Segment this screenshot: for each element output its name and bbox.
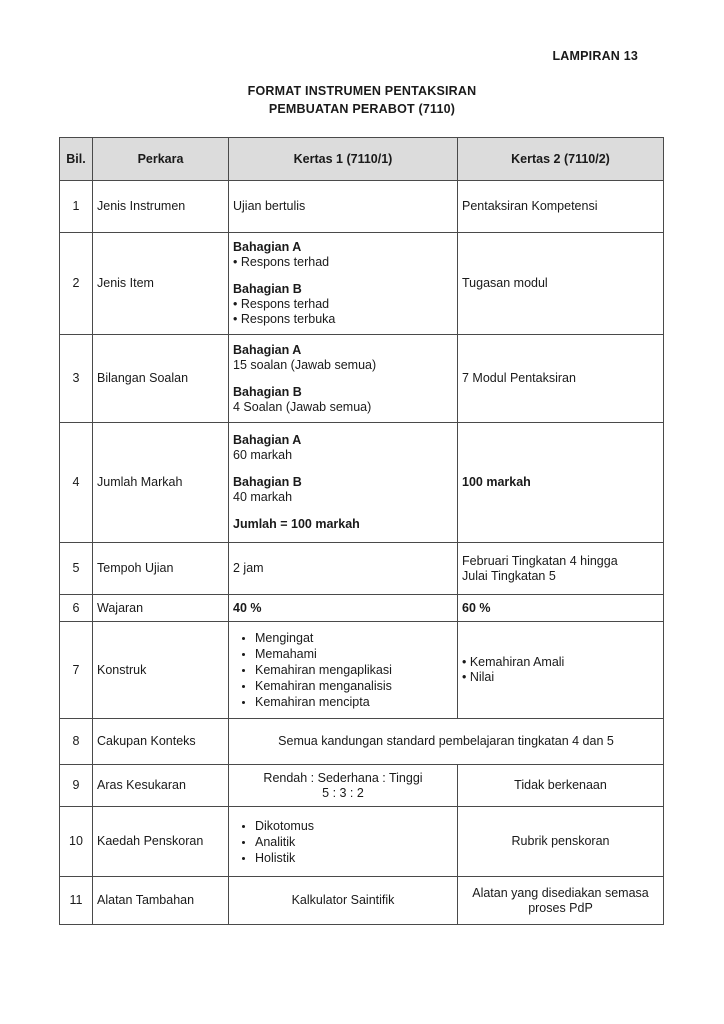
section-a-heading: Bahagian A [233, 433, 302, 447]
row-number: 8 [60, 719, 93, 765]
row-number: 9 [60, 765, 93, 807]
row-merged-content: Semua kandungan standard pembelajaran tingkatan 4 dan 5 [229, 719, 664, 765]
list-item: • Mengingat [255, 630, 453, 646]
list-item: • Dikotomus [255, 818, 453, 834]
table-row [60, 595, 664, 622]
table-header-row [60, 138, 664, 181]
appendix-label: LAMPIRAN 13 [552, 49, 638, 63]
row-kertas1: 2 jam [229, 543, 458, 595]
row-kertas1 [229, 622, 458, 719]
total-marks: Jumlah = 100 markah [233, 517, 360, 531]
section-b-item: 40 markah [233, 490, 293, 504]
row-number: 1 [60, 181, 93, 233]
row-perkara: Jenis Instrumen [93, 181, 229, 233]
header-bil: Bil. [60, 138, 93, 181]
table-row [60, 335, 664, 423]
row-number: 3 [60, 335, 93, 423]
row-kertas1: Ujian bertulis [229, 181, 458, 233]
row-kertas1 [229, 807, 458, 877]
table-row [60, 765, 664, 807]
row-number: 4 [60, 423, 93, 543]
tools-line: proses PdP [528, 900, 593, 915]
construct-item: • Nilai [462, 670, 495, 684]
row-number: 7 [60, 622, 93, 719]
section-b-item: 4 Soalan (Jawab semua) [233, 399, 372, 414]
section-a-item: 15 soalan (Jawab semua) [233, 357, 377, 372]
section-b-heading: Bahagian B [233, 475, 302, 489]
row-kertas2: Tidak berkenaan [458, 765, 664, 807]
table-row [60, 423, 664, 543]
scoring-method-list [233, 818, 453, 866]
table-row [60, 622, 664, 719]
construct-list [233, 630, 453, 710]
list-item: • Kemahiran mengaplikasi [255, 662, 453, 678]
section-a-heading: Bahagian A [233, 240, 302, 254]
tools-line: Alatan yang disediakan semasa [472, 885, 649, 900]
table-row [60, 807, 664, 877]
row-perkara: Jenis Item [93, 233, 229, 335]
table-row [60, 877, 664, 925]
section-b-item: • Respons terbuka [233, 312, 336, 326]
duration-line: Julai Tingkatan 5 [462, 568, 556, 583]
row-kertas2: Tugasan modul [458, 233, 664, 335]
row-number: 10 [60, 807, 93, 877]
table-row [60, 233, 664, 335]
section-b-heading: Bahagian B [233, 282, 302, 296]
construct-item: • Kemahiran Amali [462, 655, 565, 669]
row-kertas1 [229, 335, 458, 423]
row-perkara: Konstruk [93, 622, 229, 719]
list-item: • Kemahiran menganalisis [255, 678, 453, 694]
row-kertas2: 100 markah [458, 423, 664, 543]
list-item: • Holistik [255, 850, 453, 866]
header-perkara: Perkara [93, 138, 229, 181]
row-kertas1 [229, 233, 458, 335]
table-row [60, 181, 664, 233]
document-title [0, 82, 724, 118]
row-number: 11 [60, 877, 93, 925]
section-b-heading: Bahagian B [233, 384, 302, 399]
row-number: 2 [60, 233, 93, 335]
row-kertas1 [229, 423, 458, 543]
difficulty-ratio: 5 : 3 : 2 [322, 785, 364, 800]
row-perkara: Bilangan Soalan [93, 335, 229, 423]
row-kertas2: 60 % [458, 595, 664, 622]
row-perkara: Aras Kesukaran [93, 765, 229, 807]
row-number: 6 [60, 595, 93, 622]
section-a-heading: Bahagian A [233, 342, 302, 357]
title-line-1: FORMAT INSTRUMEN PENTAKSIRAN [247, 84, 477, 98]
section-a-item: 60 markah [233, 448, 293, 462]
row-kertas1: 40 % [229, 595, 458, 622]
row-kertas2: Pentaksiran Kompetensi [458, 181, 664, 233]
row-kertas2 [458, 543, 664, 595]
row-perkara: Tempoh Ujian [93, 543, 229, 595]
row-number: 5 [60, 543, 93, 595]
list-item: • Memahami [255, 646, 453, 662]
row-kertas2: 7 Modul Pentaksiran [458, 335, 664, 423]
duration-line: Februari Tingkatan 4 hingga [462, 553, 618, 568]
assessment-format-table [59, 137, 664, 925]
section-b-item: • Respons terhad [233, 297, 330, 311]
header-kertas2: Kertas 2 (7110/2) [458, 138, 664, 181]
row-perkara: Wajaran [93, 595, 229, 622]
row-kertas2: Rubrik penskoran [458, 807, 664, 877]
row-kertas1: Kalkulator Saintifik [229, 877, 458, 925]
table-row [60, 719, 664, 765]
row-kertas2 [458, 877, 664, 925]
table-row [60, 543, 664, 595]
row-perkara: Alatan Tambahan [93, 877, 229, 925]
list-item: • Analitik [255, 834, 453, 850]
row-perkara: Cakupan Konteks [93, 719, 229, 765]
list-item: • Kemahiran mencipta [255, 694, 453, 710]
difficulty-label: Rendah : Sederhana : Tinggi [263, 770, 423, 785]
row-kertas2 [458, 622, 664, 719]
title-line-2: PEMBUATAN PERABOT (7110) [268, 102, 456, 116]
row-kertas1 [229, 765, 458, 807]
header-kertas1: Kertas 1 (7110/1) [229, 138, 458, 181]
row-perkara: Jumlah Markah [93, 423, 229, 543]
row-perkara: Kaedah Penskoran [93, 807, 229, 877]
section-a-item: • Respons terhad [233, 255, 330, 269]
